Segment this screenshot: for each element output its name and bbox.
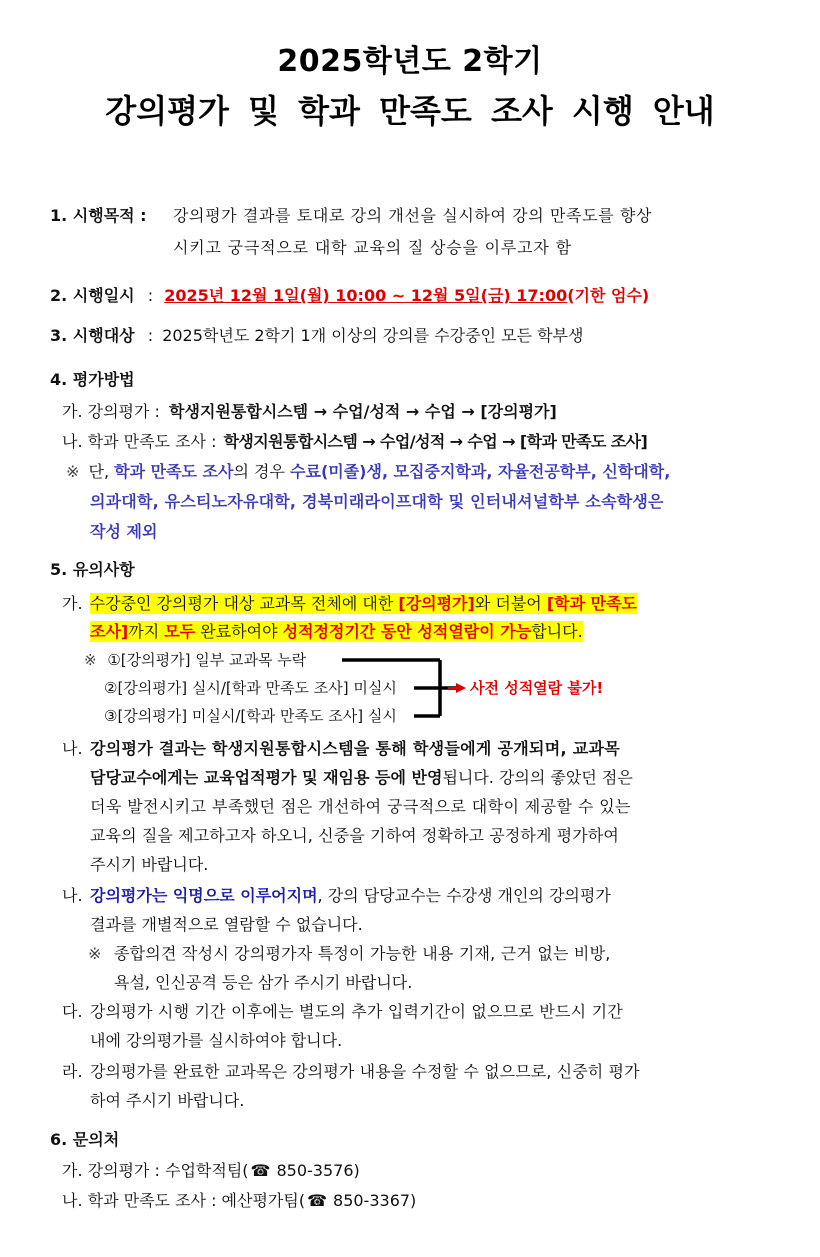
sec5-c-l1-rest: , 강의 담당교수는 수강생 개인의 강의평가: [317, 886, 611, 905]
sec3-sep: :: [147, 326, 154, 345]
note-mark: ※: [66, 462, 80, 481]
sec4-note-p4: 수료(미졸)생, 모집중지학과, 자율전공학부, 신학대학,: [290, 462, 671, 481]
sec5-c-l1-blue: 강의평가는 익명으로 이루어지며: [90, 886, 318, 905]
c-note-mark: ※: [88, 944, 102, 963]
sec1-text2: 시키고 궁극적으로 대학 교육의 질 상승을 이루고자 함: [173, 238, 572, 257]
sec2-date: 2025년 12월 1일(월) 10:00 ~ 12월 5일(금) 17:00: [164, 286, 568, 305]
case2: ②[강의평가] 실시/[학과 만족도 조사] 미실시: [104, 679, 397, 697]
sec4-a-path: 학생지원통합시스템 → 수업/성적 → 수업 → [강의평가]: [169, 402, 557, 421]
sec5-b-l1: 강의평가 결과는 학생지원통합시스템을 통해 학생들에게 공개되며, 교과목: [90, 739, 621, 758]
case1: ①[강의평가] 일부 교과목 누락: [107, 651, 307, 669]
sec1-label: 1. 시행목적 :: [50, 206, 147, 225]
sec4-b-prefix: 나. 학과 만족도 조사 :: [62, 432, 217, 451]
sec6-a: [62, 1157, 360, 1185]
sec6-a-phone: 850-3576): [276, 1161, 360, 1180]
sec3-label: 3. 시행대상: [50, 326, 135, 345]
sec5-c-note-l1: 종합의견 작성시 강의평가자 특정이 가능한 내용 기재, 근거 없는 비방,: [114, 944, 611, 963]
case-mark: ※: [84, 651, 97, 669]
sec1-text1: 강의평가 결과를 토대로 강의 개선을 실시하여 강의 만족도를 향상: [173, 206, 652, 225]
sec5-a-prefix: 가.: [62, 594, 83, 613]
sec5-a-l2-p5: 성적정정기간 동안 성적열람이 가능: [282, 622, 532, 641]
phone-icon: ☎: [250, 1161, 271, 1180]
sec6-b: [62, 1187, 416, 1215]
sec5-b-l5: 주시기 바랍니다.: [90, 855, 209, 874]
sec4-note-row2: 의과대학, 유스티노자유대학, 경북미래라이프대학 및 인터내셔널학부 소속학생은: [90, 492, 664, 511]
sec5-a-l1-p3: 와 더불어: [474, 594, 542, 613]
sec4-b-path: 학생지원통합시스템 → 수업/성적 → 수업 → [학과 만족도 조사]: [223, 432, 648, 451]
sec5-a-l2-p4: 완료하여야: [200, 622, 278, 641]
sec5-c-prefix: 나.: [62, 886, 83, 905]
sec4-a-prefix: 가. 강의평가 :: [62, 402, 160, 421]
sec6-b-text: 나. 학과 만족도 조사 : 예산평가팀(: [62, 1191, 306, 1210]
sec4-note-row3: 작성 제외: [90, 522, 158, 541]
sec4-note-p3: 의 경우: [233, 462, 285, 481]
sec5-c-row1: [90, 882, 611, 910]
sec5-b-l2-bold: 담당교수에게는 교육업적평가 및 재임용 등에 반영: [90, 768, 443, 787]
sec5-d-prefix: 다.: [62, 1002, 83, 1021]
case3: ③[강의평가] 미실시/[학과 만족도 조사] 실시: [104, 707, 397, 725]
sec4-note-p1: 단,: [88, 462, 110, 481]
sec5-b-row2: [90, 764, 633, 792]
sec5-d-l2: 내에 강의평가를 실시하여야 합니다.: [90, 1031, 343, 1050]
sec6-b-phone: 850-3367): [333, 1191, 417, 1210]
case-result: 사전 성적열람 불가!: [470, 679, 604, 697]
sec5-a-l1-p1: 수강중인 강의평가 대상 교과목 전체에 대한: [89, 594, 394, 613]
sec5-b-l2-rest: 됩니다. 강의의 좋았던 점은: [442, 768, 633, 787]
phone-icon: ☎: [307, 1191, 328, 1210]
sec5-c-note-l2: 욕설, 인신공격 등은 삼가 주시기 바랍니다.: [114, 973, 413, 992]
sec2-label: 2. 시행일시: [50, 286, 135, 305]
sec5-b-l4: 교육의 질을 제고하고자 하오니, 신중을 기하여 정확하고 공정하게 평가하여: [90, 826, 619, 845]
sec5-c-note-mark: [88, 940, 101, 968]
sec4-label: 4. 평가방법: [50, 370, 135, 389]
sec5-a-l1-p2: [강의평가]: [398, 594, 475, 613]
sec2-note: (기한 엄수): [567, 286, 650, 305]
sec5-b-l3: 더욱 발전시키고 부족했던 점은 개선하여 궁극적으로 대학이 제공할 수 있는: [90, 797, 631, 816]
sec5-c-l2: 결과를 개별적으로 열람할 수 없습니다.: [90, 915, 363, 934]
sec5-a-l2-p3: 모두: [164, 622, 196, 641]
sec5-e-l2: 하여 주시기 바랍니다.: [90, 1091, 245, 1110]
sec6-label: 6. 문의처: [50, 1130, 120, 1149]
sec6-a-text: 가. 강의평가 : 수업학적팀(: [62, 1161, 249, 1180]
title-line1: 2025학년도 2학기: [277, 44, 543, 79]
sec5-label: 5. 유의사항: [50, 560, 135, 579]
sec5-a-l1-p4: [학과 만족도: [546, 594, 638, 613]
sec5-e-l1: 강의평가를 완료한 교과목은 강의평가 내용을 수정할 수 없으므로, 신중히 평가: [90, 1062, 640, 1081]
sec5-b-prefix: 나.: [62, 739, 83, 758]
sec4-note-p2: 학과 만족도 조사: [114, 462, 234, 481]
sec3-text: 2025학년도 2학기 1개 이상의 강의를 수강중인 모든 학부생: [162, 326, 584, 345]
sec5-d-l1: 강의평가 시행 기간 이후에는 별도의 추가 입력기간이 없으므로 반드시 기간: [90, 1002, 623, 1021]
sec5-a-l2-p1: 조사]: [90, 622, 129, 641]
title-line2: 강의평가 및 학과 만족도 조사 시행 안내: [105, 92, 715, 130]
sec5-a-l2-p2: 까지: [128, 622, 160, 641]
sec5-e-prefix: 라.: [62, 1062, 83, 1081]
sec2-sep: :: [147, 286, 154, 305]
sec5-a-l2-p6: 합니다.: [531, 622, 583, 641]
